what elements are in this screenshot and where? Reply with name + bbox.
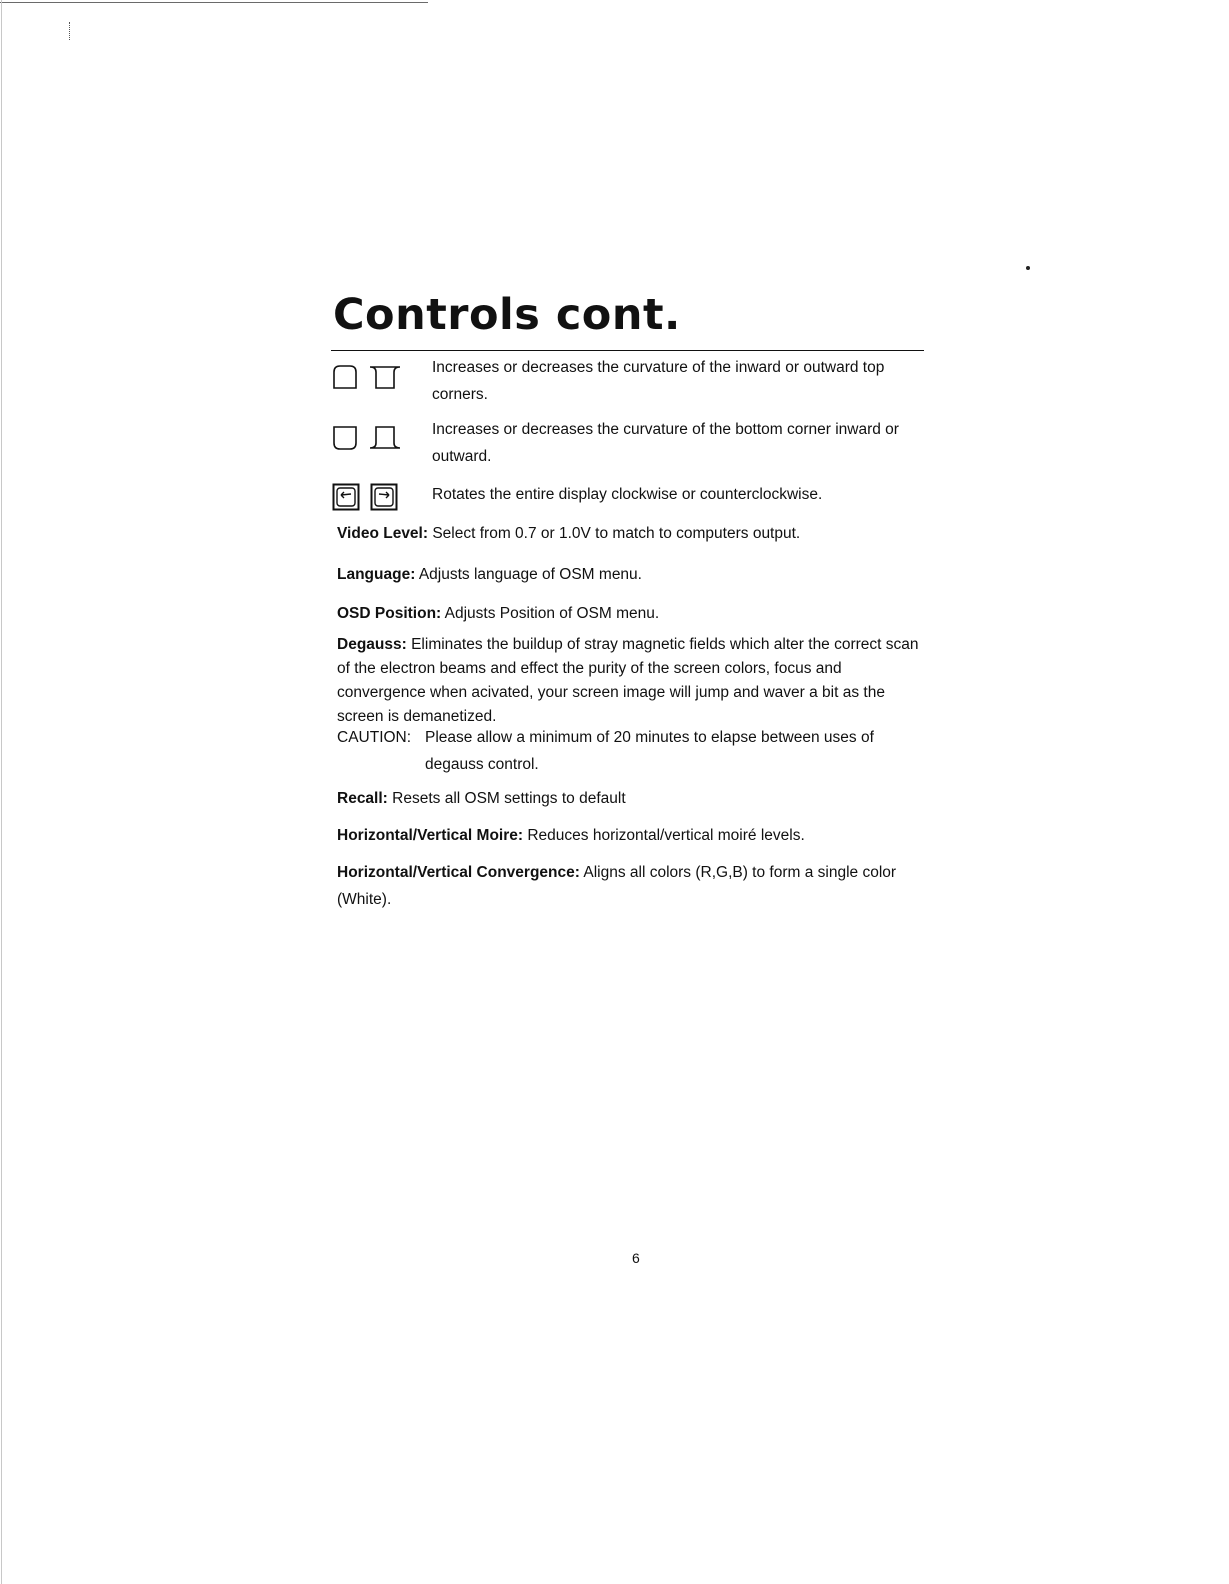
rotation-description: Rotates the entire display clockwise or counterclockwise. [432,486,823,503]
language-setting [337,561,927,588]
moire-setting [337,822,927,849]
osd-position-label: OSD Position: [337,605,442,622]
scan-speck [1026,266,1030,270]
top-corner-icons [332,364,402,390]
rotate-clockwise-icon [370,483,398,511]
video-level-setting [337,520,927,547]
video-level-label: Video Level: [337,525,429,542]
scan-artifact-dots [69,22,72,40]
bottom-corner-curvature-icon [368,425,402,451]
degauss-text: Eliminates the buildup of stray magnetic fields which alter the correct scan of the electron beams and effect the purity of the screen colors, focus and convergence when acivated, your screen image will jump and waver a bit as the screen is demanetized. [337,636,919,725]
caution-line-2: degauss control. [425,756,539,773]
convergence-text: Aligns all colors (R,G,B) to form a single color (White). [337,864,897,908]
recall-text: Resets all OSM settings to default [392,790,626,807]
language-label: Language: [337,566,416,583]
scan-left-edge [1,0,2,1584]
rotation-icons [332,483,398,511]
moire-label: Horizontal/Vertical Moire: [337,827,524,844]
page-number: 6 [632,1250,640,1266]
top-corner-curvature-icon [368,364,402,390]
convergence-label: Horizontal/Vertical Convergence: [337,864,580,881]
top-corner-description: Increases or decreases the curvature of the inward or outward top corners. [432,359,885,403]
degauss-setting [337,633,927,729]
degauss-caution [337,724,927,778]
video-level-text: Select from 0.7 or 1.0V to match to computers output. [432,525,801,542]
degauss-label: Degauss: [337,636,407,653]
monitor-rounded-top-corners-icon [332,364,358,390]
bottom-corner-description: Increases or decreases the curvature of the bottom corner inward or outward. [432,421,899,465]
osd-position-text: Adjusts Position of OSM menu. [444,605,660,622]
osd-position-setting [337,600,927,627]
page-title: Controls cont. [333,290,681,340]
monitor-rounded-bottom-corners-icon [332,425,358,451]
caution-line-1: Please allow a minimum of 20 minutes to elapse between uses of [425,729,874,746]
scan-top-edge-line [0,2,428,3]
convergence-setting [337,859,927,913]
language-text: Adjusts language of OSM menu. [418,566,642,583]
caution-label: CAUTION: [337,729,412,746]
recall-setting [337,785,927,812]
bottom-corner-icons [332,425,402,451]
moire-text: Reduces horizontal/vertical moiré levels. [527,827,805,844]
title-rule [331,350,924,351]
rotate-counterclockwise-icon [332,483,360,511]
recall-label: Recall: [337,790,388,807]
